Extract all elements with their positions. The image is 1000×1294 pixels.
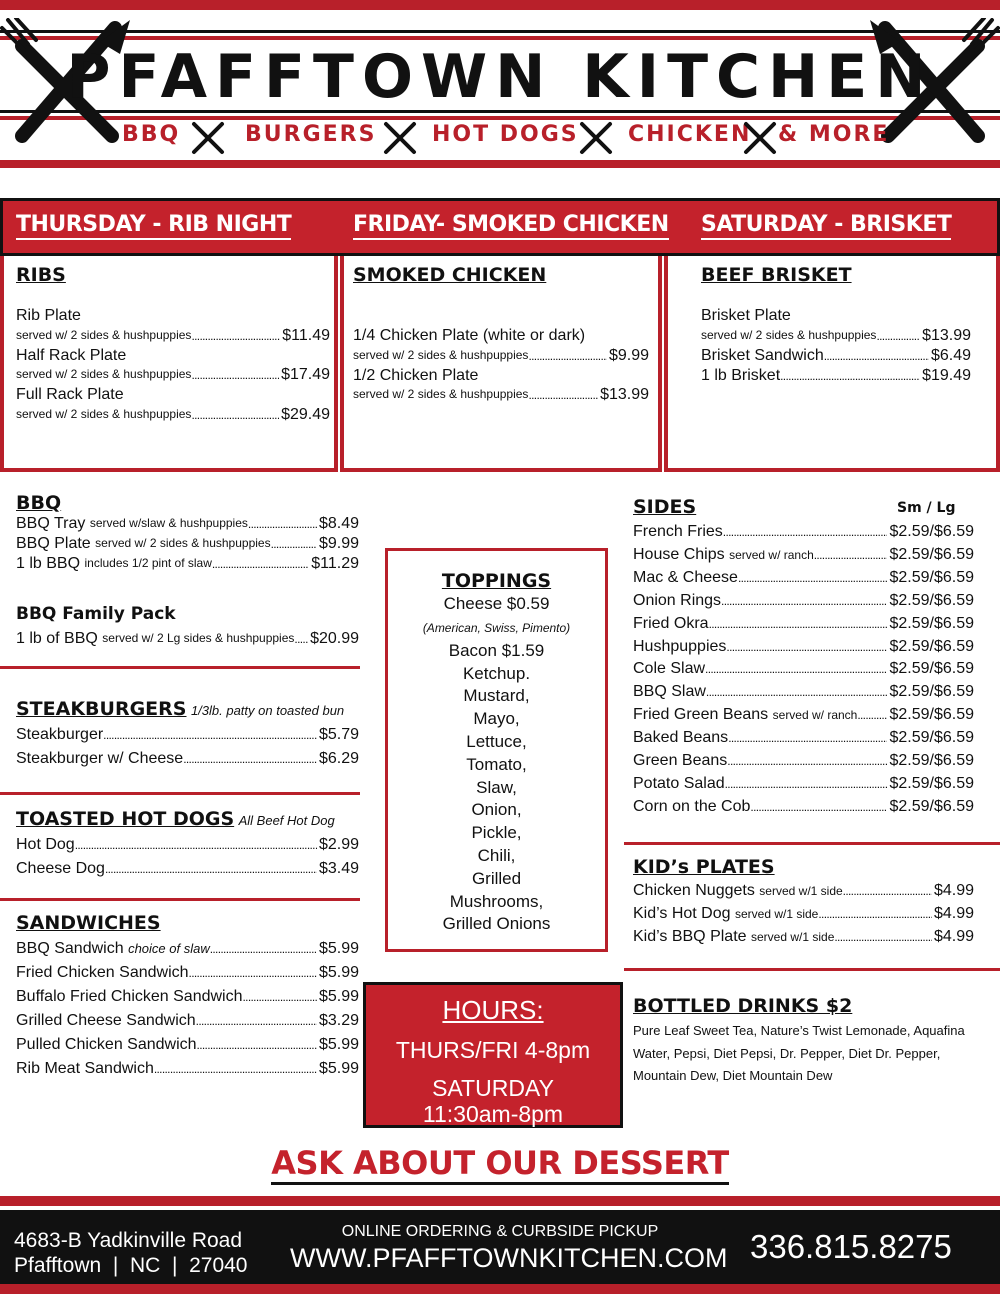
beef-brisket-heading: BEEF BRISKET <box>701 264 852 286</box>
list-item: Hushpuppies . . . $2.59/$6.59 <box>633 636 974 659</box>
list-item: 1 lb Brisket . . . $19.49 <box>701 366 971 386</box>
list-item: Kid’s Hot Dog served w/1 side . . . $4.99 <box>633 903 974 926</box>
divider <box>624 968 1000 971</box>
topping-item: Chili, <box>477 845 516 865</box>
list-item: BBQ Plate served w/ 2 sides & hushpuppies . . . $9.99 <box>16 534 359 554</box>
header-rule <box>0 30 1000 33</box>
bbq-heading: BBQ <box>16 492 62 514</box>
list-item: BBQ Slaw . . . $2.59/$6.59 <box>633 681 974 704</box>
list-item: Green Beans . . . $2.59/$6.59 <box>633 750 974 773</box>
phone-number[interactable]: 336.815.8275 <box>750 1228 952 1265</box>
bbq-family-pack <box>16 629 359 649</box>
header-rule <box>0 160 1000 168</box>
hotdogs-note: All Beef Hot Dog <box>238 813 335 828</box>
list-item: served w/ 2 sides & hushpuppies . . . $13.99 <box>353 385 649 405</box>
tag-hot-dogs: HOT DOGS <box>432 122 579 147</box>
steakburgers-header <box>16 698 344 720</box>
list-item: Brisket Sandwich . . . $6.49 <box>701 346 971 366</box>
restaurant-title: PFAFFTOWN KITCHEN <box>66 42 934 112</box>
address-line: Pfafftown | NC | 27040 <box>14 1254 248 1277</box>
list-item: 1 lb of BBQ served w/ 2 Lg sides & hushpuppies . . . $20.99 <box>16 629 359 649</box>
list-item: Steakburger w/ Cheese . . . $6.29 <box>16 747 359 771</box>
ribs-list <box>16 306 330 425</box>
fork-knife-icon <box>382 120 418 156</box>
list-item: BBQ Tray served w/slaw & hushpuppies . . . $8.49 <box>16 514 359 534</box>
kids-list <box>633 880 974 949</box>
bbq-list <box>16 514 359 574</box>
online-ordering <box>290 1222 728 1274</box>
topping-item: Mushrooms, <box>449 891 544 911</box>
list-item: Rib Plate <box>16 307 81 324</box>
topping-item: Ketchup. <box>462 663 531 683</box>
list-item: Baked Beans . . . $2.59/$6.59 <box>633 727 974 750</box>
list-item: 1/2 Chicken Plate <box>353 366 479 384</box>
footer-red-stripe <box>0 1284 1000 1294</box>
list-item: 1/4 Chicken Plate (white or dark) <box>353 327 586 344</box>
header-rule <box>0 36 1000 40</box>
topping-item: Cheese $0.59 <box>443 594 550 613</box>
header-tag-row <box>122 122 180 147</box>
hours-heading: HOURS: <box>442 995 544 1025</box>
hotdogs-header <box>16 808 335 830</box>
list-item: House Chips served w/ ranch . . . $2.59/$6.59 <box>633 544 974 567</box>
list-item: Hot Dog . . . $2.99 <box>16 833 359 857</box>
topping-item: Grilled <box>471 868 522 888</box>
chicken-list <box>353 326 649 405</box>
sides-heading: SIDES <box>633 496 697 518</box>
kids-heading: KID’s PLATES <box>633 856 775 878</box>
list-item: Pulled Chicken Sandwich . . . $5.99 <box>16 1033 359 1057</box>
list-item: served w/ 2 sides & hushpuppies . . . $13.99 <box>701 326 971 346</box>
topping-item: Pickle, <box>471 823 522 843</box>
hours-line: THURS/FRI 4-8pm <box>395 1037 591 1063</box>
tag-bbq: BBQ <box>122 122 181 147</box>
topping-item: Tomato, <box>466 754 527 774</box>
top-red-stripe <box>0 0 1000 10</box>
divider <box>0 898 360 901</box>
tag-more: & MORE <box>778 122 890 147</box>
topping-item: Slaw, <box>476 777 517 797</box>
list-item: Half Rack Plate <box>16 346 127 364</box>
list-item: served w/ 2 sides & hushpuppies . . . $17.49 <box>16 365 330 385</box>
day-heading-saturday: SATURDAY - BRISKET <box>701 212 951 240</box>
day-heading-thursday: THURSDAY - RIB NIGHT <box>16 212 291 240</box>
list-item: Corn on the Cob . . . $2.59/$6.59 <box>633 796 974 819</box>
address-line: 4683-B Yadkinville Road <box>14 1229 243 1252</box>
list-item: Cole Slaw . . . $2.59/$6.59 <box>633 658 974 681</box>
bbq-family-pack-heading: BBQ Family Pack <box>16 604 176 624</box>
divider <box>0 666 360 669</box>
website-link[interactable]: WWW.PFAFFTOWNKITCHEN.COM <box>290 1243 728 1273</box>
sides-size-label: Sm / Lg <box>897 500 956 516</box>
sandwiches-list <box>16 937 359 1081</box>
dessert-banner-wrap <box>0 1144 1000 1182</box>
hours-line: SATURDAY <box>432 1075 554 1101</box>
steakburgers-list <box>16 723 359 771</box>
tag-chicken: CHICKEN <box>628 122 752 147</box>
fork-knife-icon <box>190 120 226 156</box>
divider <box>624 842 1000 845</box>
list-item: Mac & Cheese . . . $2.59/$6.59 <box>633 567 974 590</box>
list-item: BBQ Sandwich choice of slaw . . . $5.99 <box>16 937 359 961</box>
dessert-banner: ASK ABOUT OUR DESSERT <box>271 1144 729 1185</box>
steakburgers-heading: STEAKBURGERS <box>16 698 187 720</box>
list-item: Buffalo Fried Chicken Sandwich . . . $5.99 <box>16 985 359 1009</box>
hours-line: 11:30am-8pm <box>422 1101 564 1127</box>
header-rule <box>0 116 1000 120</box>
topping-item: Bacon $1.59 <box>448 640 545 660</box>
list-item: Onion Rings . . . $2.59/$6.59 <box>633 590 974 613</box>
list-item: Fried Green Beans served w/ ranch . . . $2.59/$6.59 <box>633 704 974 727</box>
sides-list <box>633 521 974 819</box>
topping-item: Mustard, <box>463 686 530 706</box>
hotdogs-heading: TOASTED HOT DOGS <box>16 808 235 830</box>
list-item: French Fries . . . $2.59/$6.59 <box>633 521 974 544</box>
list-item: Rib Meat Sandwich . . . $5.99 <box>16 1057 359 1081</box>
fork-knife-icon <box>578 120 614 156</box>
list-item: Steakburger . . . $5.79 <box>16 723 359 747</box>
toppings-box <box>385 548 608 952</box>
list-item: 1 lb BBQ includes 1/2 pint of slaw . . . $11.29 <box>16 554 359 574</box>
smoked-chicken-heading: SMOKED CHICKEN <box>353 264 547 286</box>
ribs-heading: RIBS <box>16 264 66 286</box>
list-item: Grilled Cheese Sandwich . . . $3.29 <box>16 1009 359 1033</box>
list-item: served w/ 2 sides & hushpuppies . . . $29.49 <box>16 405 330 425</box>
hotdogs-list <box>16 833 359 881</box>
divider <box>0 792 360 795</box>
hours-box <box>363 982 623 1128</box>
topping-item: Lettuce, <box>466 731 527 751</box>
topping-item: Onion, <box>471 800 522 820</box>
online-ordering-label: ONLINE ORDERING & CURBSIDE PICKUP <box>341 1223 659 1240</box>
tag-burgers: BURGERS <box>245 122 377 147</box>
footer-red-stripe <box>0 1196 1000 1206</box>
list-item: Fried Okra . . . $2.59/$6.59 <box>633 613 974 636</box>
toppings-heading: TOPPINGS <box>441 570 552 592</box>
list-item: Brisket Plate <box>701 307 791 324</box>
list-item: Kid’s BBQ Plate served w/1 side . . . $4.99 <box>633 926 974 949</box>
brisket-list <box>701 306 971 386</box>
steakburgers-note: 1/3lb. patty on toasted bun <box>190 703 345 718</box>
drinks-heading: BOTTLED DRINKS $2 <box>633 995 853 1017</box>
topping-item: Grilled Onions <box>442 914 551 934</box>
address <box>14 1228 247 1278</box>
fork-knife-icon <box>742 120 778 156</box>
list-item: served w/ 2 sides & hushpuppies . . . $9.99 <box>353 346 649 366</box>
list-item: Chicken Nuggets served w/1 side . . . $4.99 <box>633 880 974 903</box>
list-item: Full Rack Plate <box>16 386 124 403</box>
list-item: Cheese Dog . . . $3.49 <box>16 857 359 881</box>
list-item: Potato Salad . . . $2.59/$6.59 <box>633 773 974 796</box>
sandwiches-heading: SANDWICHES <box>16 912 161 934</box>
list-item: Fried Chicken Sandwich . . . $5.99 <box>16 961 359 985</box>
topping-item: Mayo, <box>473 709 520 729</box>
topping-note: (American, Swiss, Pimento) <box>422 620 571 635</box>
list-item: served w/ 2 sides & hushpuppies . . . $11.49 <box>16 326 330 346</box>
day-heading-friday: FRIDAY- SMOKED CHICKEN <box>353 212 669 240</box>
drinks-list: Pure Leaf Sweet Tea, Nature’s Twist Lemonade, Aquafina Water, Pepsi, Diet Pepsi, Dr. Pepper, Diet Dr. Pepper, Mountain Dew, Diet Mountain Dew <box>633 1023 965 1083</box>
